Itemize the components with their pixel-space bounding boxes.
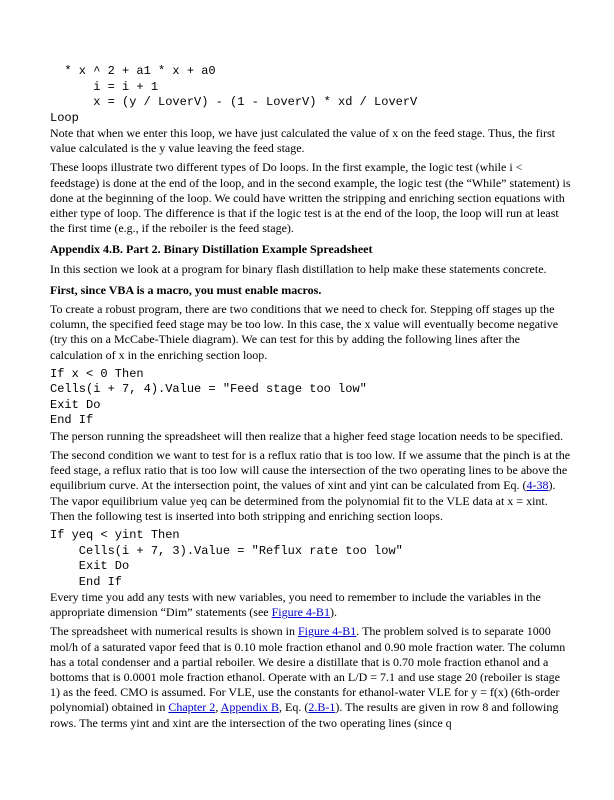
code-line: Cells(i + 7, 3).Value = "Reflux rate too low": [50, 543, 403, 558]
code-line: If yeq < yint Then: [50, 528, 180, 543]
paragraph-do-loops: These loops illustrate two different types of Do loops. In the first example, the logic test (while i < feedstage) is done at the end of the loop, and in the second example, the logic test (the “While” statement) is done at the beginning of the loop. We could have written the stripping and enriching section equations with either type of loop. The difference is that if the logic test is at the end of the loop, the loop will run at least the first time (e.g., if the reboiler is the feed stage).: [50, 160, 571, 236]
code-line: End If: [50, 413, 94, 428]
code-line: * x ^ 2 + a1 * x + a0: [50, 64, 216, 78]
paragraph-robust-program: To create a robust program, there are two conditions that we need to check for. Stepping off stages up the column, the specified feed stage may be too low. In this case, the x value will eventually become negative (try this on a McCabe-Thiele diagram). We can test for this by adding the following lines after the calculation of x in the enriching section loop.: [50, 302, 559, 362]
paragraph-spreadsheet-results: The spreadsheet with numerical results is shown in Figure 4-B1. The problem solved is to separate 1000 mol/h of a saturated vapor feed that is 0.10 mole fraction ethanol and 0.90 mole fraction water. The column has a total condenser and a partial reboiler. We desire a distillate that is 0.70 mole fraction ethanol and a bottoms that is 0.0001 mole fraction ethanol. Operate with an L/D = 7.1 and use stage 20 (reboiler is stage 1) as the feed. CMO is assumed. For VLE, use the constants for ethanol-water VLE for y = f(x) (6th-order polynomial) obtained in Chapter 2, Appendix B, Eq. (2.B-1). The results are given in row 8 and following rows. The terms yint and xint are the intersection of the two operating lines (since q: [50, 624, 566, 730]
paragraph-intro: In this section we look at a program for binary flash distillation to help make these statements concrete.: [50, 261, 547, 276]
equation-link[interactable]: 4-38: [526, 478, 549, 493]
code-line: Exit Do: [50, 559, 130, 574]
code-line: x = (y / LoverV) - (1 - LoverV) * xd / LoverV: [50, 95, 418, 109]
chapter-link[interactable]: Chapter 2: [168, 700, 216, 715]
page-content: [50, 64, 572, 735]
code-line: If x < 0 Then: [50, 366, 144, 381]
paragraph-reflux-condition: The second condition we want to test for is a reflux ratio that is too low. If we assume that the pinch is at the feed stage, a reflux ratio that is too low will cause the intersection of the two operating lines to be above the equilibrium curve. At the intersection point, the values of xint and yint can be calculated from Eq. (4-38). The vapor equilibrium value yeq can be determined from the polynomial fit to the VLE data at x = xint. Then the following test is inserted into both stripping and enriching section loops.: [50, 448, 571, 523]
equation-link[interactable]: 2.B-1: [308, 700, 336, 715]
figure-link[interactable]: Figure 4-B1: [297, 624, 357, 639]
code-block-loop: [50, 64, 572, 126]
code-line: Cells(i + 7, 4).Value = "Feed stage too low": [50, 382, 367, 397]
appendix-link[interactable]: Appendix B: [220, 700, 279, 715]
code-block-feed-stage-test: [50, 367, 572, 429]
code-line: End If: [50, 574, 123, 589]
code-line: i = i + 1: [50, 79, 159, 94]
paragraph-dim-statements: Every time you add any tests with new variables, you need to remember to include the variables in the appropriate dimension “Dim” statements (see Figure 4-B1).: [50, 590, 541, 620]
paragraph-higher-feed-stage: The person running the spreadsheet will then realize that a higher feed stage location needs to be specified.: [50, 428, 564, 443]
section-heading: Appendix 4.B. Part 2. Binary Distillation Example Spreadsheet: [50, 242, 373, 257]
figure-link[interactable]: Figure 4-B1: [271, 605, 330, 620]
code-line: Loop: [50, 110, 79, 125]
paragraph-feed-stage-note: Note that when we enter this loop, we have just calculated the value of x on the feed stage. Thus, the first value calculated is the y value leaving the feed stage.: [50, 126, 555, 156]
code-block-reflux-test: [50, 528, 572, 590]
code-line: Exit Do: [50, 397, 101, 412]
subheading-enable-macros: First, since VBA is a macro, you must enable macros.: [50, 282, 322, 297]
